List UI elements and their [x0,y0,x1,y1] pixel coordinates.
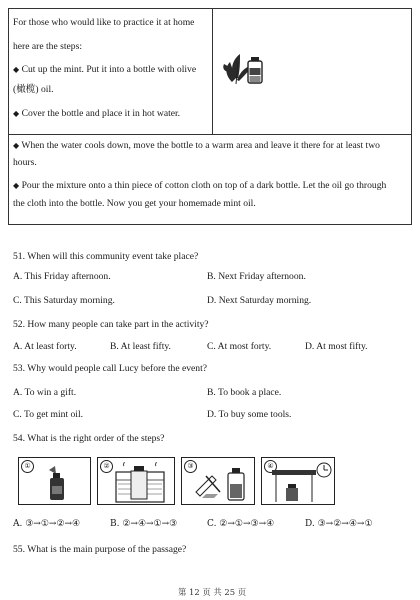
question-51-option-a[interactable]: A. This Friday afternoon. [13,271,111,282]
step-number-1: ① [21,460,34,473]
table-divider-vertical [212,8,213,134]
pour-bottle-icon [39,464,79,504]
bullet-step-4-cont: the cloth into the bottle. Now you get your homemade mint oil. [13,198,256,209]
step-number-4: ④ [264,460,277,473]
question-53-stem: 53. Why would people call Lucy before the event? [13,363,208,374]
table-intro-line2: here are the steps: [13,41,82,52]
bullet-step-4-text: Pour the mixture onto a thin piece of cotton cloth on top of a dark bottle. Let the oil go through [21,180,387,191]
question-51-option-b[interactable]: B. Next Friday afternoon. [207,271,306,282]
hot-water-bath-icon [112,462,168,504]
bullet-step-4 [13,180,386,192]
question-52-option-b[interactable]: B. At least fifty. [110,341,171,352]
question-53-option-c[interactable]: C. To get mint oil. [13,409,84,420]
question-54-option-d[interactable]: D. ③→②→④→① [305,519,373,529]
question-51-stem: 51. When will this community event take place? [13,251,199,262]
oil-bottle-icon [248,57,262,83]
question-52-option-c[interactable]: C. At most forty. [207,341,272,352]
question-54-option-a[interactable]: A. ③→①→②→④ [13,519,81,529]
warm-room-clock-icon [266,460,334,504]
question-54-stem: 54. What is the right order of the steps? [13,433,165,444]
question-54-option-c[interactable]: C. ②→①→③→④ [207,519,275,529]
page-footer: 第 12 页 共 25 页 [178,587,247,597]
table-intro-line1: For those who would like to practice it at home [13,17,195,28]
question-53-option-b[interactable]: B. To book a place. [207,387,282,398]
step-picture-4 [261,457,335,505]
bullet-diamond-icon: ◆ [13,181,20,190]
bullet-diamond-icon: ◆ [13,65,20,74]
step-number-3: ③ [184,460,197,473]
question-52-stem: 52. How many people can take part in the activity? [13,319,209,330]
bullet-step-2 [13,108,180,120]
bullet-step-1 [13,64,196,76]
step-picture-1 [18,457,91,505]
question-51-option-c[interactable]: C. This Saturday morning. [13,295,115,306]
bullet-step-3-cont: hours. [13,157,37,168]
step-number-2: ② [100,460,113,473]
question-52-option-a[interactable]: A. At least forty. [13,341,77,352]
bullet-diamond-icon: ◆ [13,141,20,150]
question-55-stem: 55. What is the main purpose of the passage? [13,544,187,555]
question-52-option-d[interactable]: D. At most fifty. [305,341,368,352]
question-53-option-d[interactable]: D. To buy some tools. [207,409,292,420]
bullet-step-3-text: When the water cools down, move the bottle to a warm area and leave it there for at least two [21,140,380,151]
bullet-step-1-cont: (橄榄) oil. [13,84,54,95]
bullet-step-2-text: Cover the bottle and place it in hot water. [21,108,181,119]
step-picture-2 [97,457,175,505]
bullet-step-3 [13,140,380,152]
step-picture-3 [181,457,255,505]
question-51-option-d[interactable]: D. Next Saturday morning. [207,295,312,306]
cutting-mint-icon [192,462,254,504]
question-54-option-b[interactable]: B. ②→④→①→③ [110,519,178,529]
table-divider-horizontal [8,134,412,135]
question-53-option-a[interactable]: A. To win a gift. [13,387,77,398]
bullet-diamond-icon: ◆ [13,109,20,118]
mint-bottle-illustration [220,48,270,88]
bullet-step-1-text: Cut up the mint. Put it into a bottle with olive [21,64,197,75]
